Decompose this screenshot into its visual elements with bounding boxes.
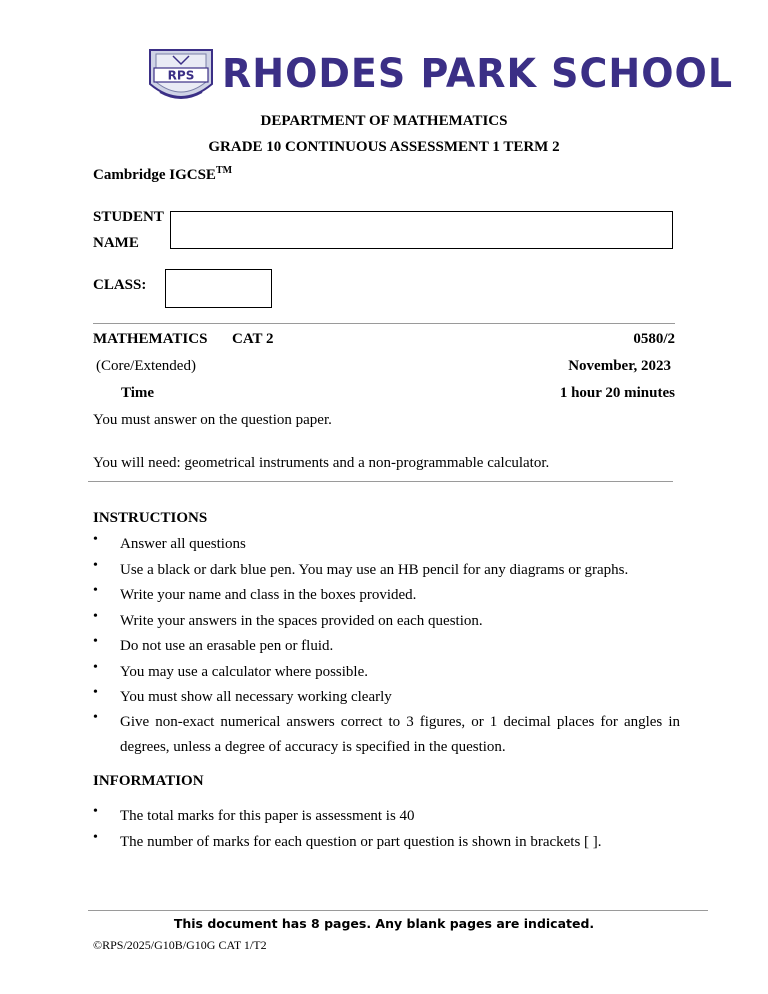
duration: 1 hour 20 minutes: [559, 385, 675, 401]
paper-code: 0580/2: [633, 331, 675, 347]
exam-date: November, 2023: [568, 358, 671, 374]
bullet: •: [93, 685, 98, 700]
bullet: •: [93, 532, 98, 547]
bullet: •: [93, 660, 98, 675]
school-crest-icon: [146, 44, 216, 106]
class-label: CLASS:: [93, 277, 147, 293]
instruction-text: You may use a calculator where possible.: [120, 664, 368, 680]
school-logo: [146, 44, 734, 106]
bullet: •: [93, 558, 98, 573]
instruction-text: You must show all necessary working clearly: [120, 689, 392, 705]
instruction-text: Answer all questions: [120, 536, 246, 552]
bullet: •: [93, 634, 98, 649]
answer-note: You must answer on the question paper.: [93, 412, 332, 428]
information-text: The number of marks for each question or part question is shown in brackets [ ].: [120, 834, 602, 850]
department-title: DEPARTMENT OF MATHEMATICS: [260, 113, 508, 129]
instructions-heading: INSTRUCTIONS: [93, 510, 208, 526]
bullet: •: [93, 830, 98, 845]
bullet: •: [93, 583, 98, 598]
subject-label: MATHEMATICS: [93, 331, 208, 347]
bullet: •: [93, 804, 98, 819]
instruction-text: Write your name and class in the boxes provided.: [120, 587, 417, 603]
instruction-text: Write your answers in the spaces provided on each question.: [120, 613, 483, 629]
school-name: RHODES PARK SCHOOL: [222, 50, 734, 97]
materials-note: You will need: geometrical instruments and a non-programmable calculator.: [93, 455, 550, 471]
trademark-mark: TM: [215, 165, 233, 176]
paper-tier: (Core/Extended): [96, 358, 196, 374]
exam-board: [93, 165, 232, 184]
footer-divider: [88, 910, 708, 911]
instruction-text: Use a black or dark blue pen. You may use an HB pencil for any diagrams or graphs.: [120, 562, 629, 578]
time-label: Time: [121, 385, 155, 401]
divider: [93, 323, 675, 324]
crest-lettering: RPS: [167, 68, 195, 83]
class-box[interactable]: [165, 269, 272, 308]
cat-label: CAT 2: [232, 331, 274, 347]
bullet: •: [93, 609, 98, 624]
assessment-title: GRADE 10 CONTINUOUS ASSESSMENT 1 TERM 2: [208, 139, 560, 155]
student-label: STUDENT: [93, 209, 164, 225]
student-name-box[interactable]: [170, 211, 673, 249]
exam-board-name: Cambridge IGCSE: [93, 167, 216, 183]
divider: [88, 481, 673, 482]
bullet: •: [93, 710, 98, 725]
page-count-note: This document has 8 pages. Any blank pages are indicated.: [173, 916, 595, 931]
information-text: The total marks for this paper is assessment is 40: [120, 808, 415, 824]
instruction-text: Do not use an erasable pen or fluid.: [120, 638, 334, 654]
information-heading: INFORMATION: [93, 773, 204, 789]
document-reference: ©RPS/2025/G10B/G10G CAT 1/T2: [93, 938, 267, 952]
instruction-text: Give non-exact numerical answers correct to 3 figures, or 1 decimal places for angles in degrees, unless a degree of accuracy is specified in the question.: [120, 714, 680, 755]
name-label: NAME: [93, 235, 139, 251]
